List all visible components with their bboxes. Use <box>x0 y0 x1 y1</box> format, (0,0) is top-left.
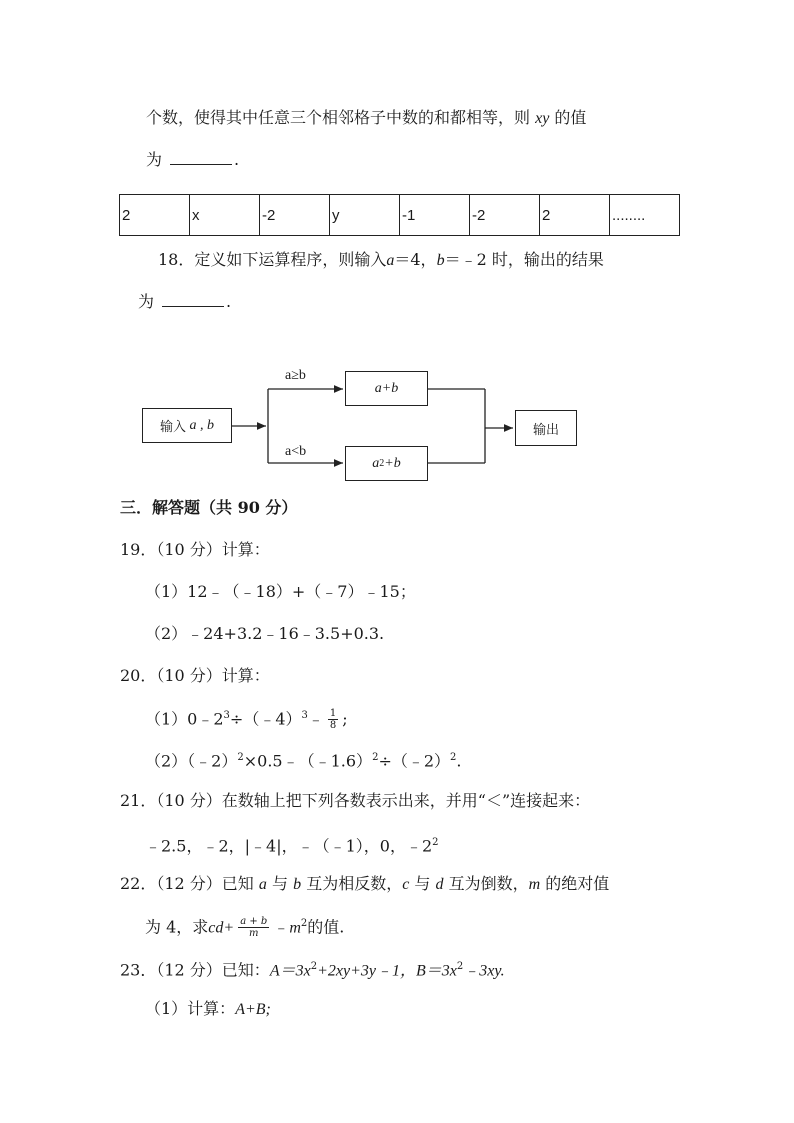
q20-p1-a: （1）0﹣2 <box>145 709 224 729</box>
q22-line2 <box>145 914 344 939</box>
q22-cd: cd+ <box>208 919 235 937</box>
q22-t8: ﹣ <box>273 917 290 937</box>
box-top-text: a+b <box>374 380 399 396</box>
sequence-cell: -2 <box>470 195 540 236</box>
sequence-cell: -2 <box>260 195 330 236</box>
q22-var-a: a <box>258 876 267 893</box>
q21-nums: ﹣2.5，﹣2，|﹣4|，﹣（﹣1），0，﹣2 <box>145 836 433 856</box>
flowchart-connectors <box>0 0 794 520</box>
q23-expr-b: B＝3x <box>415 962 457 980</box>
q22-t5: 互为倒数， <box>448 874 529 893</box>
q20-p1-b: ÷（﹣4） <box>229 709 302 729</box>
q23-head <box>120 957 505 981</box>
q17-text-2: 的值 <box>554 108 587 127</box>
q23-expr-a-tail: +2xy+3y﹣1， <box>317 962 416 980</box>
q18-text-4: 为 <box>138 292 155 311</box>
q23-p1-expr: A+B; <box>235 1001 271 1018</box>
q23-expr-a: A＝3x <box>269 962 311 980</box>
q20-part1 <box>145 706 348 731</box>
q23-part1 <box>145 999 271 1020</box>
q18-var-a: a <box>386 252 395 269</box>
fraction-numerator: 1 <box>329 708 337 720</box>
box-a-plus-b <box>345 371 428 406</box>
q22-m-exp: 2 <box>300 918 308 929</box>
q23-exp-b: 2 <box>456 961 464 972</box>
q20-p2-c: ÷（﹣2） <box>378 751 451 771</box>
q22-t1: 22．（12 分）已知 <box>120 874 254 893</box>
q22-t9: 的值. <box>307 917 345 937</box>
q22-var-c: c <box>402 876 410 893</box>
q19-part2: （2）﹣24+3.2﹣16﹣3.5+0.3. <box>145 624 385 643</box>
q17-text-4: . <box>234 150 240 169</box>
fraction-denominator: m <box>249 928 259 940</box>
q18-text-2: ＝4， <box>394 250 437 269</box>
q21-head: 21．（10 分）在数轴上把下列各数表示出来，并用“＜”连接起来： <box>120 791 591 810</box>
sequence-cell: 2 <box>120 195 190 236</box>
fraction-numerator: a + b <box>240 916 268 928</box>
q17-text-3: 为 <box>146 150 163 169</box>
q20-p2-exp2: 2 <box>372 752 379 763</box>
q22-t6: 的绝对值 <box>545 874 610 893</box>
q23-p1-label: （1）计算： <box>145 999 236 1018</box>
q17-text-1: 个数，使得其中任意三个相邻格子中数的和都相等，则 <box>146 108 531 127</box>
input-vars: a , b <box>189 417 214 433</box>
q22-t7: 为 4，求 <box>145 917 209 937</box>
q20-p2-exp1: 2 <box>237 752 244 763</box>
q20-head: 20．（10 分）计算： <box>120 666 270 685</box>
condition-bottom: a<b <box>285 444 307 459</box>
q20-p2-a: （2）（﹣2） <box>145 751 238 771</box>
q23-t1: 23．（12 分）已知： <box>120 960 270 980</box>
sequence-cell: y <box>330 195 400 236</box>
output-label: 输出 <box>532 422 559 438</box>
section-title: 三．解答题（共 90 分） <box>120 498 298 517</box>
q22-t3: 互为相反数， <box>306 874 403 893</box>
sequence-cell: ........ <box>610 195 680 236</box>
box-bottom-tail: +b <box>384 455 401 471</box>
box-bottom-base: a <box>372 455 380 471</box>
input-box <box>142 408 232 443</box>
sequence-cell: -1 <box>400 195 470 236</box>
q21-numbers <box>145 833 439 856</box>
q19-head: 19．（10 分）计算： <box>120 540 270 559</box>
q23-exp-a: 2 <box>310 961 318 972</box>
q20-p1-c: ﹣ <box>307 709 324 729</box>
q17-var: xy <box>535 110 550 127</box>
q19-part1: （1）12﹣（﹣18）+（﹣7）﹣15； <box>145 582 416 601</box>
q18-var-b: b <box>436 252 445 269</box>
sequence-cell: 2 <box>540 195 610 236</box>
sequence-cell: x <box>190 195 260 236</box>
fraction <box>328 708 338 731</box>
q22-var-b: b <box>293 876 302 893</box>
q20-p2-end: . <box>456 751 462 771</box>
q22-t4: 与 <box>414 874 431 893</box>
q23-expr-b-tail: ﹣3xy. <box>463 962 505 980</box>
q22-line1 <box>120 874 609 895</box>
q22-var-m: m <box>528 876 541 893</box>
q22-t2: 与 <box>272 874 289 893</box>
box-bottom-exp: 2 <box>379 458 385 469</box>
box-a-squared-plus-b <box>345 446 428 481</box>
q18-text-5: . <box>226 292 232 311</box>
q20-p1-exp2: 3 <box>301 710 308 721</box>
q18-text-1: 18．定义如下运算程序，则输入 <box>158 250 387 269</box>
fraction <box>238 916 269 939</box>
q20-p2-exp3: 2 <box>450 752 457 763</box>
fraction-denominator: 8 <box>329 720 337 732</box>
q20-p1-end: ; <box>342 709 348 729</box>
q20-p2-b: ×0.5﹣（﹣1.6） <box>243 751 373 771</box>
q22-var-d: d <box>435 876 444 893</box>
q22-var-m2: m <box>289 919 301 937</box>
q18-text-3: ＝﹣2 时，输出的结果 <box>444 250 604 269</box>
q20-p1-exp1: 3 <box>223 710 230 721</box>
output-box <box>515 410 577 446</box>
q21-exp: 2 <box>432 837 439 848</box>
condition-top: a≥b <box>285 368 306 383</box>
q20-part2 <box>145 748 462 771</box>
input-label: 输入 <box>159 420 186 435</box>
